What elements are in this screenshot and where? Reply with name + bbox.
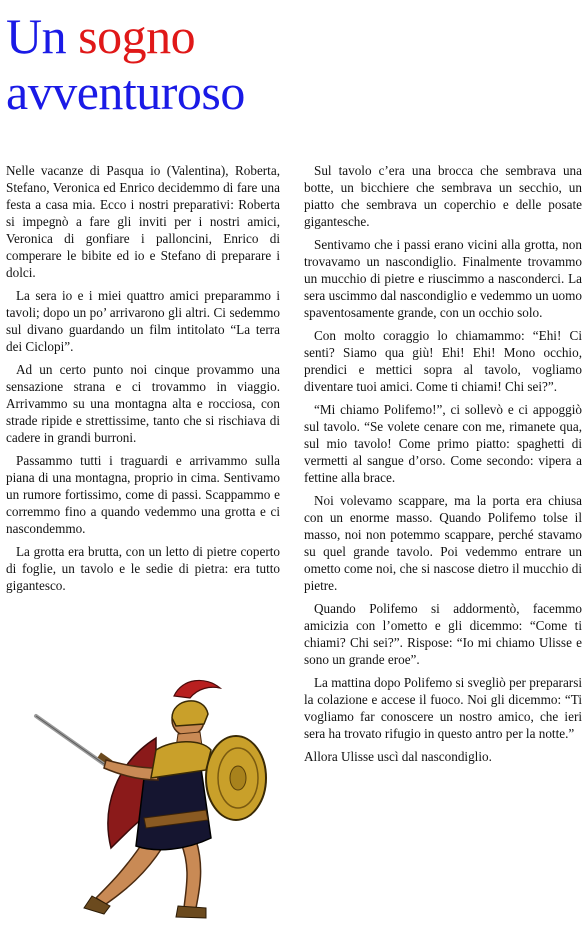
paragraph: Passammo tutti i traguardi e arrivammo sulla piana di una montagna, proprio in cima. Sentivamo un rumore fortissimo, come di passi. Scappammo e corremmo fino a quando vedemmo una grotta e ci nascondemmo.	[6, 453, 280, 536]
paragraph: Ad un certo punto noi cinque provammo una sensazione strana e ci trovammo in viaggio. Arrivammo su una montagna alta e rocciosa, con strade ripide e strettissime, tanto che si rischiava di cadere in grandi burroni.	[6, 362, 280, 445]
warrior-illustration	[6, 668, 282, 926]
paragraph: Sul tavolo c’era una brocca che sembrava una botte, un bicchiere che sembrava un secchio, un piatto che sembrava un coperchio e delle posate gigantesche.	[304, 163, 582, 229]
paragraph: Con molto coraggio lo chiamammo: “Ehi! Ci senti? Siamo qua giù! Ehi! Ehi! Mono occhio, prendici e mettici sopra al tavolo, vogliamo diventare tuoi amici. Come ti chiami! Chi sei?”.	[304, 328, 582, 394]
title-word-avventuroso: avventuroso	[6, 64, 245, 120]
right-text-column	[304, 162, 582, 771]
paragraph: Quando Polifemo si addormentò, facemmo amicizia con l’ometto e gli dicemmo: “Come ti chiami? Chi sei?”. Rispose: “Io mi chiamo Ulisse e sono un grande eroe”.	[304, 601, 582, 667]
title-word-un: Un	[6, 8, 67, 64]
left-text-column	[6, 162, 280, 600]
warrior-icon	[6, 668, 282, 926]
paragraph: La mattina dopo Polifemo si svegliò per prepararsi la colazione e accese il fuoco. Noi gli dicemmo: “Ti vogliamo far conoscere un nostro amico, che ieri sera ha trovato rifugio in questo antro per la notte.”	[304, 675, 582, 741]
paragraph: “Mi chiamo Polifemo!”, ci sollevò e ci appoggiò sul tavolo. “Se volete cenare con me, rimanete qua, sul mio tavolo! Come primo piatto: spaghetti di vermetti al sangue d’orso. Come secondo: vipera a fettine alla brace.	[304, 402, 582, 485]
paragraph: Nelle vacanze di Pasqua io (Valentina), Roberta, Stefano, Veronica ed Enrico decidemmo di fare una festa a casa mia. Ecco i nostri preparativi: Roberta si impegnò a fare gli inviti per i nostri amici, Veronica di gonfiare i palloncini, Enrico di comperare le bibite ed io e Stefano di preparare i dolci.	[6, 163, 280, 280]
paragraph: Allora Ulisse uscì dal nascondiglio.	[304, 749, 492, 764]
paragraph: Noi volevamo scappare, ma la porta era chiusa con un enorme masso. Quando Polifemo tolse il masso, noi non potemmo scappare, perché stavamo su quel grande tavolo. Poi vedemmo entrare un ometto come noi, che si nascose dietro il mucchio di pietre.	[304, 493, 582, 593]
paragraph: La grotta era brutta, con un letto di pietre coperto di foglie, un tavolo e le sedie di pietra: era tutto gigantesco.	[6, 544, 280, 593]
paragraph: Sentivamo che i passi erano vicini alla grotta, non trovavamo un nascondiglio. Finalmente trovammo un mucchio di pietre e riuscimmo a nasconderci. La sera uscimmo dal nascondiglio e vedemmo un uomo spaventosamente grande, con un occhio solo.	[304, 237, 582, 320]
article-title	[6, 8, 245, 120]
title-word-sogno: sogno	[78, 8, 196, 64]
paragraph: La sera io e i miei quattro amici preparammo i tavoli; dopo un po’ arrivarono gli altri. Ci sedemmo sul divano guardando un film intitolato “La terra dei Ciclopi”.	[6, 288, 280, 354]
